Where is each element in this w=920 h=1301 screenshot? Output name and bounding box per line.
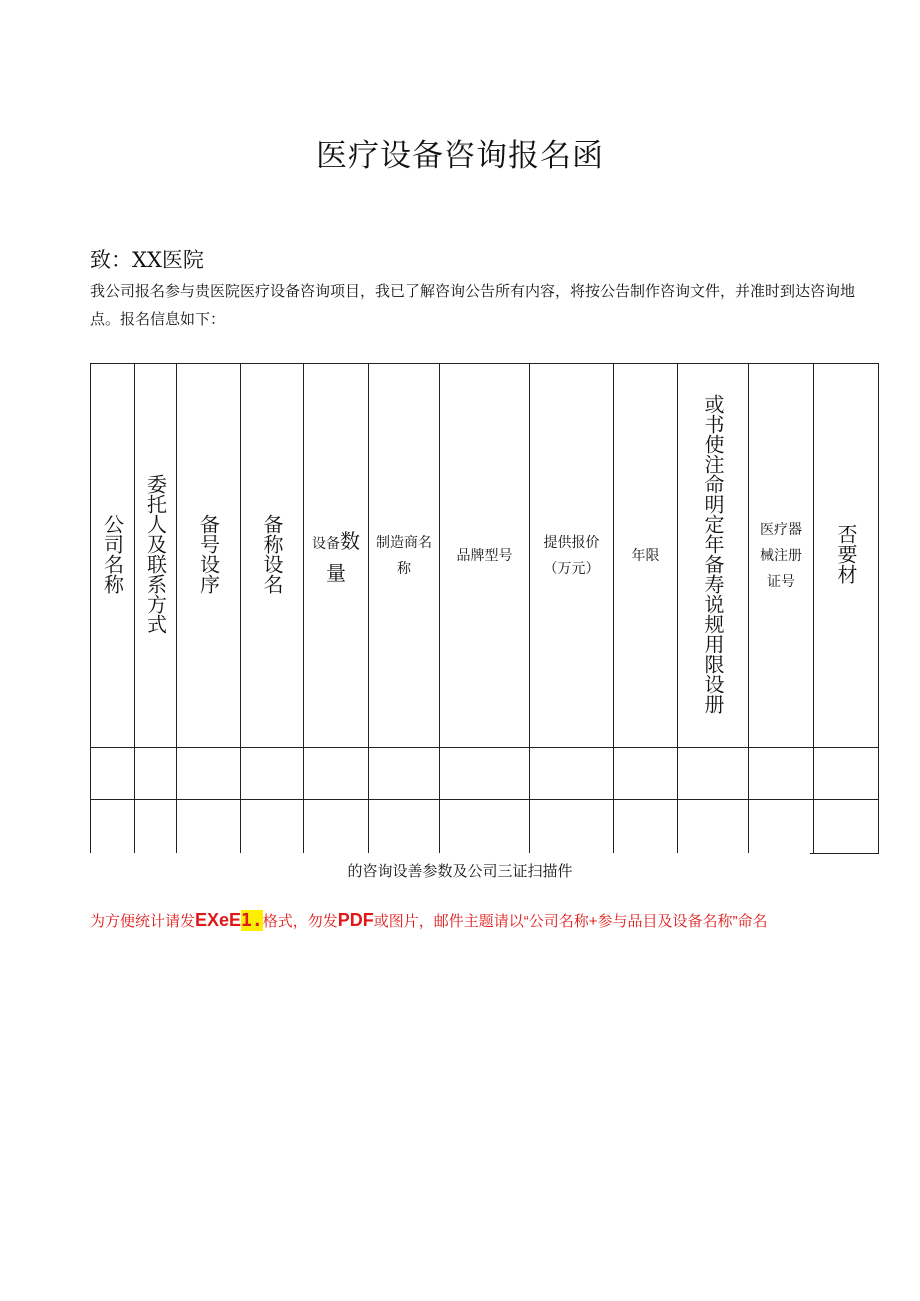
attachment-note: 的咨询设善参数及公司三证扫描件 bbox=[347, 863, 573, 880]
table-cell[interactable] bbox=[135, 800, 177, 854]
header-device-seq: 备号设序 bbox=[177, 364, 241, 748]
page-title: 医疗设备咨询报名函 bbox=[316, 138, 604, 174]
table-bottom-mask bbox=[80, 853, 810, 859]
table-cell[interactable] bbox=[440, 748, 530, 800]
table-cell[interactable] bbox=[814, 748, 879, 800]
salutation: 致：XX医院 bbox=[90, 248, 204, 272]
header-lifespan: 或书使注命明定年备寿说规用限设册 bbox=[678, 364, 749, 748]
header-brand-model: 品牌型号 bbox=[440, 364, 530, 748]
table-cell[interactable] bbox=[814, 800, 879, 854]
submission-notice: 为方便统计请发EXeE1.格式，勿发PDF或图片，邮件主题请以“公司名称+参与品目及设备名称”命名 bbox=[90, 910, 768, 931]
table-cell[interactable] bbox=[749, 748, 814, 800]
table-cell[interactable] bbox=[749, 800, 814, 854]
table-cell[interactable] bbox=[440, 800, 530, 854]
table-cell[interactable] bbox=[241, 800, 304, 854]
table-cell[interactable] bbox=[614, 800, 678, 854]
table-cell[interactable] bbox=[91, 800, 135, 854]
table-cell[interactable] bbox=[177, 800, 241, 854]
table-cell[interactable] bbox=[530, 748, 614, 800]
header-company-name: 公司名称 bbox=[91, 364, 135, 748]
table-cell[interactable] bbox=[135, 748, 177, 800]
header-row bbox=[91, 364, 879, 748]
registration-table bbox=[90, 363, 879, 854]
table-cell[interactable] bbox=[241, 748, 304, 800]
table-cell[interactable] bbox=[304, 748, 369, 800]
header-contact: 委托人及联系方式 bbox=[135, 364, 177, 748]
header-registration: 医疗器械注册证号 bbox=[749, 364, 814, 748]
header-device-name: 备称设名 bbox=[241, 364, 304, 748]
header-price: 提供报价（万元） bbox=[530, 364, 614, 748]
header-manufacturer: 制造商名称 bbox=[369, 364, 440, 748]
table-cell[interactable] bbox=[678, 748, 749, 800]
table-cell[interactable] bbox=[678, 800, 749, 854]
table-row bbox=[91, 748, 879, 800]
table-row bbox=[91, 800, 879, 854]
table-cell[interactable] bbox=[530, 800, 614, 854]
table-cell[interactable] bbox=[177, 748, 241, 800]
intro-paragraph: 我公司报名参与贵医院医疗设备咨询项目，我已了解咨询公告所有内容，将按公告制作咨询文件，并准时到达咨询地点。报名信息如下： bbox=[90, 282, 856, 328]
table-cell[interactable] bbox=[304, 800, 369, 854]
header-consumables: 否要材 bbox=[814, 364, 879, 748]
table-cell[interactable] bbox=[369, 800, 440, 854]
table-cell[interactable] bbox=[91, 748, 135, 800]
header-quantity: 设备数量 bbox=[304, 364, 369, 748]
header-years: 年限 bbox=[614, 364, 678, 748]
table-cell[interactable] bbox=[614, 748, 678, 800]
table-cell[interactable] bbox=[369, 748, 440, 800]
